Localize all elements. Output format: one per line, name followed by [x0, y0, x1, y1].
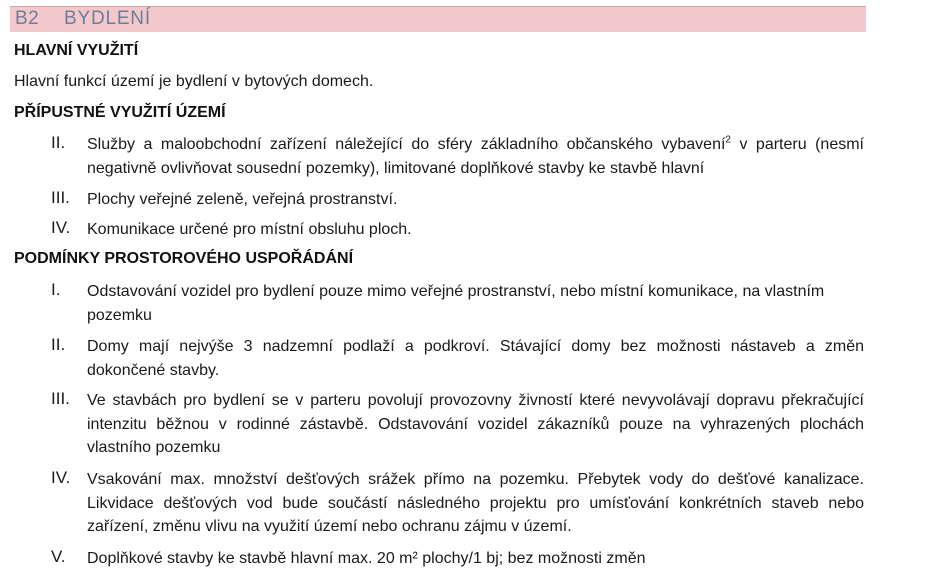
item-text-part: Služby a maloobchodní zařízení náležející do sféry základního občanského vybavení — [87, 136, 726, 153]
item-numeral: IV. — [51, 218, 71, 237]
item-text: Plochy veřejné zeleně, veřejná prostranství. — [87, 191, 398, 208]
footnote-marker: 2 — [725, 134, 731, 146]
section-title: BYDLENÍ — [64, 8, 151, 29]
item-text: Doplňkové stavby ke stavbě hlavní max. 20 m² plochy/1 bj; bez možnosti změn — [87, 550, 646, 567]
spatial-conditions-heading: PODMÍNKY PROSTOROVÉHO USPOŘÁDÁNÍ — [14, 250, 354, 267]
item-text: Odstavování vozidel pro bydlení pouze mimo veřejné prostranství, nebo místní komunikace, na vlastním pozemku — [87, 283, 825, 324]
item-text: Ve stavbách pro bydlení se v parteru povolují provozovny živností které nevyvolávají dopravu překračující intenzitu běžnou v rodinné zástavbě. Odstavování vozidel zákazníků pouze na vyhrazených plochách vlastního pozemku — [87, 392, 864, 456]
item-numeral: I. — [51, 280, 61, 299]
item-numeral: II. — [51, 133, 66, 152]
item-text — [87, 133, 864, 180]
item-text: Domy mají nejvýše 3 nadzemní podlaží a podkroví. Stávající domy bez možnosti nástaveb a změn dokončené stavby. — [87, 338, 864, 379]
item-numeral: III. — [51, 389, 70, 408]
item-numeral: III. — [51, 188, 70, 207]
permitted-use-heading: PŘÍPUSTNÉ VYUŽITÍ ÚZEMÍ — [14, 104, 226, 121]
section-code: B2 — [15, 8, 40, 29]
item-text-part: v parteru (nesmí negativně ovlivňovat sousední pozemky), limitované doplňkové stavby ke stavbě hlavní — [87, 136, 865, 177]
item-text: Komunikace určené pro místní obsluhu ploch. — [87, 221, 412, 238]
main-use-text: Hlavní funkcí území je bydlení v bytových domech. — [14, 73, 374, 90]
item-numeral: II. — [51, 335, 66, 354]
main-use-heading: HLAVNÍ VYUŽITÍ — [14, 42, 139, 59]
item-text: Vsakování max. množství dešťových srážek přímo na pozemku. Přebytek vody do dešťové kanalizace. Likvidace dešťových vod bude součástí následného projektu pro umísťování konkrétních staveb nebo zařízení, změnu vlivu na využití území nebo ochranu zájmu v území. — [87, 471, 864, 535]
item-numeral: V. — [51, 547, 66, 566]
item-numeral: IV. — [51, 468, 71, 487]
